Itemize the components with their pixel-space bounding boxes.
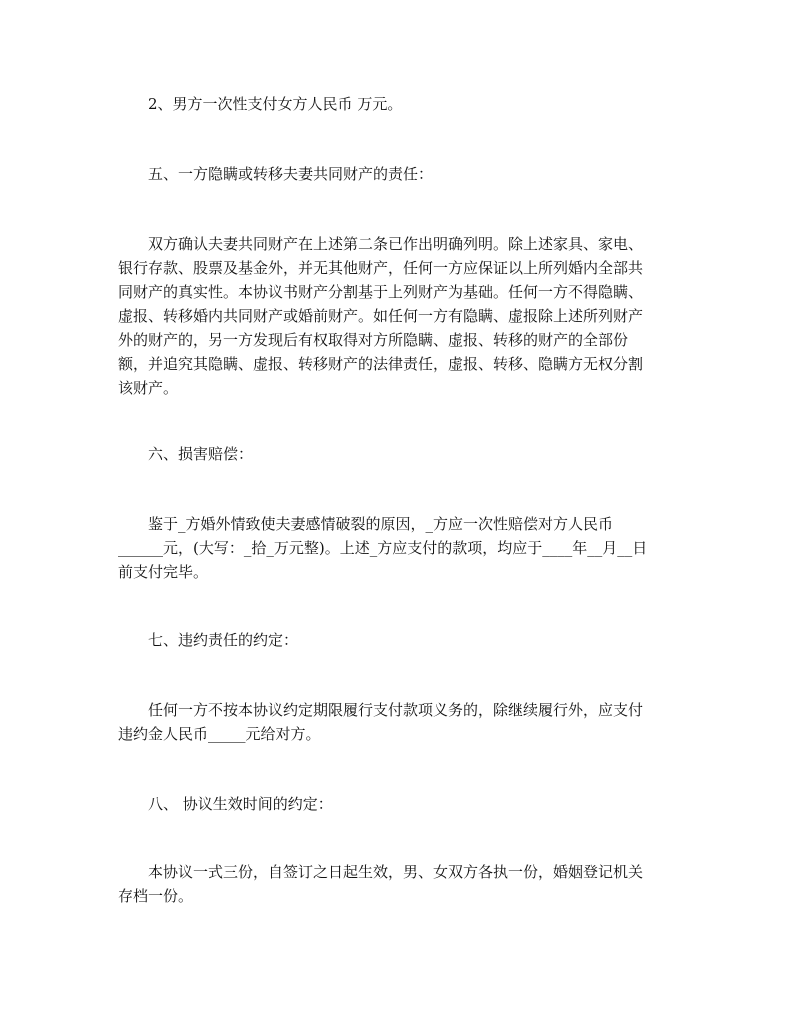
section-7-heading: 七、违约责任的约定：: [148, 631, 299, 649]
paragraph-line: 该财产。: [118, 379, 179, 397]
paragraph-line: 鉴于_方婚外情致使夫妻感情破裂的原因，_方应一次性赔偿对方人民币: [148, 515, 614, 533]
paragraph-line: 任何一方不按本协议约定期限履行支付款项义务的，除继续履行外，应支付: [148, 701, 644, 719]
paragraph-line: 额，并追究其隐瞒、虚报、转移财产的法律责任，虚报、转移、隐瞒方无权分割: [118, 355, 644, 373]
paragraph-line: 虚报、转移婚内共同财产或婚前财产。如任何一方有隐瞒、虚报除上述所列财产: [118, 307, 644, 325]
paragraph-line: 同财产的真实性。本协议书财产分割基于上列财产为基础。任何一方不得隐瞒、: [118, 283, 644, 301]
section-6-heading: 六、损害赔偿：: [148, 445, 254, 463]
section-5-heading: 五、一方隐瞒或转移夫妻共同财产的责任：: [148, 165, 434, 183]
paragraph-line: 银行存款、股票及基金外，并无其他财产，任何一方应保证以上所列婚内全部共: [118, 259, 644, 277]
paragraph-line: 本协议一式三份，自签订之日起生效，男、女双方各执一份，婚姻登记机关: [148, 863, 644, 881]
paragraph-line: ______元，(大写：_拾_万元整)。上述_方应支付的款项，均应于____年__月__日: [118, 539, 648, 557]
section-8-heading: 八、 协议生效时间的约定：: [148, 795, 333, 813]
paragraph-line: 存档一份。: [118, 887, 194, 905]
paragraph-line: 外的财产的，另一方发现后有权取得对方所隐瞒、虚报、转移的财产的全部份: [118, 331, 629, 349]
payment-clause: 2、男方一次性支付女方人民币 万元。: [148, 95, 403, 113]
paragraph-line: 双方确认夫妻共同财产在上述第二条已作出明确列明。除上述家具、家电、: [148, 235, 644, 253]
paragraph-line: 违约金人民币_____元给对方。: [118, 725, 321, 743]
paragraph-line: 前支付完毕。: [118, 563, 209, 581]
